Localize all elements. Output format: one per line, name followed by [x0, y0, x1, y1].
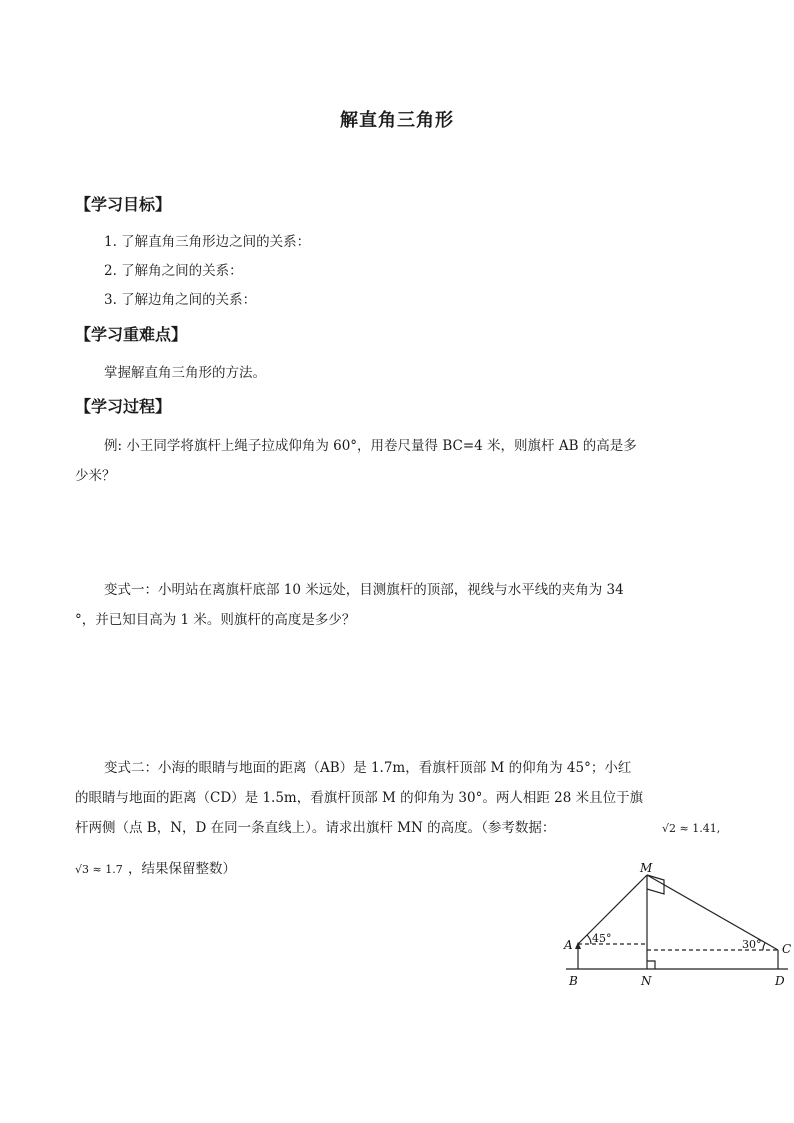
variant1-line-2: °，并已知目高为 1 米。则旗杆的高度是多少？ — [75, 612, 356, 628]
angle-arc-a — [587, 935, 591, 944]
variant2-line-2: 的眼睛与地面的距离（CD）是 1.5m，看旗杆顶部 M 的仰角为 30°。两人相距 28 米且位于旗 — [75, 790, 644, 806]
label-n: N — [641, 974, 652, 988]
reference-sqrt2: √2 ≈ 1.41, — [662, 822, 721, 835]
goal-item-1: 1. 了解直角三角形边之间的关系： — [104, 234, 311, 250]
label-d: D — [775, 974, 785, 988]
label-b: B — [569, 974, 578, 988]
variant2-line-4: ，结果保留整数） — [128, 861, 236, 877]
flag-icon — [647, 875, 664, 894]
sight-line-am — [578, 875, 647, 944]
page-title: 解直角三角形 — [340, 110, 454, 131]
example-line-1: 例: 小王同学将旗杆上绳子拉成仰角为 60°，用卷尺量得 BC=4 米，则旗杆 AB 的高是多 — [104, 438, 637, 454]
reference-sqrt3: √3 ≈ 1.7 — [75, 863, 123, 876]
goal-item-2: 2. 了解角之间的关系： — [104, 263, 243, 279]
section-heading-process: 【学习过程】 — [75, 397, 172, 416]
label-a: A — [564, 938, 573, 952]
section-heading-difficulties: 【学习重难点】 — [75, 325, 188, 344]
label-c: C — [782, 942, 792, 956]
key-point-text: 掌握解直角三角形的方法。 — [104, 365, 266, 381]
section-heading-goals: 【学习目标】 — [75, 195, 172, 214]
angle-label-45: 45° — [592, 932, 612, 945]
example-line-2: 少米？ — [75, 468, 116, 484]
variant2-line-3: 杆两侧（点 B，N，D 在同一条直线上）。请求出旗杆 MN 的高度。（参考数据： — [75, 820, 556, 836]
angle-arc-c — [763, 943, 765, 950]
variant1-line-1: 变式一：小明站在离旗杆底部 10 米远处，目测旗杆的顶部，视线与水平线的夹角为 34 — [104, 582, 624, 598]
variant2-line-1: 变式二：小海的眼睛与地面的距离（AB）是 1.7m，看旗杆顶部 M 的仰角为 45°；小红 — [104, 760, 632, 776]
label-m: M — [640, 861, 653, 875]
angle-label-30: 30° — [742, 938, 762, 951]
flagpole-diagram — [558, 858, 794, 990]
right-angle-mark — [647, 961, 655, 969]
person-a-marker — [575, 942, 581, 949]
goal-item-3: 3. 了解边角之间的关系： — [104, 292, 257, 308]
